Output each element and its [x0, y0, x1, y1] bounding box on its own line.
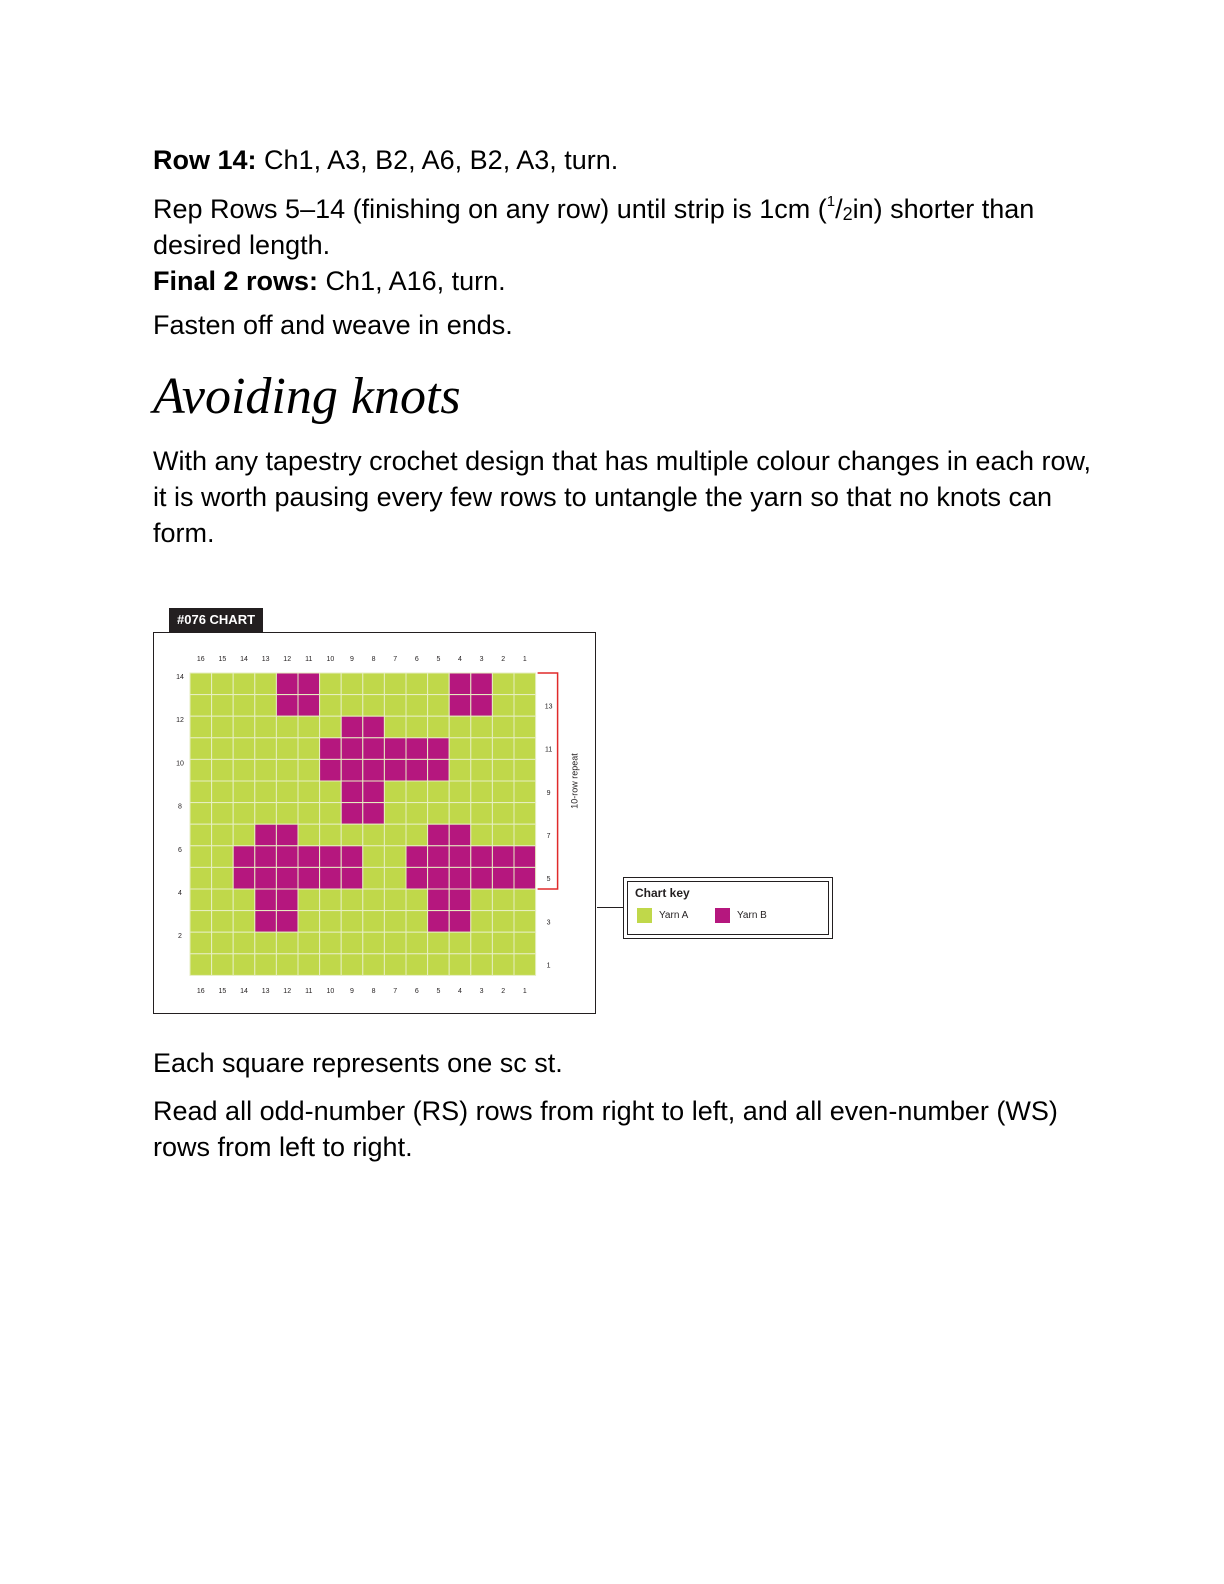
tapestry-chart — [153, 632, 596, 1014]
column-label-top: 13 — [261, 656, 270, 663]
chart-cell-yarn-a — [190, 824, 212, 846]
chart-cell-yarn-a — [298, 738, 320, 760]
column-label-bottom: 16 — [196, 988, 205, 995]
column-label-top: 14 — [240, 656, 248, 663]
chart-cell-yarn-a — [514, 824, 536, 846]
chart-cell-yarn-b — [428, 846, 450, 868]
chart-cell-yarn-b — [341, 867, 363, 889]
chart-cell-yarn-b — [320, 846, 342, 868]
chart-cell-yarn-b — [255, 889, 277, 911]
chart-cell-yarn-b — [363, 803, 385, 825]
chart-cell-yarn-b — [363, 738, 385, 760]
final-rows-instruction — [153, 263, 1093, 299]
chart-cell-yarn-a — [363, 932, 385, 954]
chart-cell-yarn-a — [471, 803, 493, 825]
repeat-text-part1: Rep Rows 5–14 (finishing on any row) until strip is 1cm ( — [153, 194, 827, 224]
repeat-label: 10-row repeat — [569, 753, 580, 809]
chart-cell-yarn-a — [471, 759, 493, 781]
chart-cell-yarn-a — [406, 695, 428, 717]
column-label-bottom: 3 — [479, 988, 484, 995]
chart-cell-yarn-b — [406, 759, 428, 781]
chart-cell-yarn-a — [320, 889, 342, 911]
chart-cell-yarn-a — [212, 867, 234, 889]
column-label-bottom: 9 — [350, 988, 354, 995]
chart-cell-yarn-b — [471, 695, 493, 717]
chart-cell-yarn-a — [514, 738, 536, 760]
chart-cell-yarn-b — [341, 781, 363, 803]
chart-cell-yarn-a — [514, 695, 536, 717]
chart-cell-yarn-a — [492, 781, 514, 803]
chart-cell-yarn-b — [255, 824, 277, 846]
chart-cell-yarn-a — [190, 738, 212, 760]
chart-cell-yarn-a — [514, 932, 536, 954]
column-label-top: 10 — [326, 656, 335, 663]
fasten-off-instruction: Fasten off and weave in ends. — [153, 310, 513, 340]
chart-cell-yarn-b — [428, 889, 450, 911]
chart-cell-yarn-a — [276, 759, 298, 781]
chart-cell-yarn-b — [298, 673, 320, 695]
chart-cell-yarn-a — [212, 889, 234, 911]
chart-cell-yarn-a — [471, 716, 493, 738]
chart-cell-yarn-b — [492, 867, 514, 889]
chart-cell-yarn-b — [514, 867, 536, 889]
chart-cell-yarn-a — [428, 803, 450, 825]
chart-cell-yarn-a — [514, 759, 536, 781]
chart-cell-yarn-a — [492, 824, 514, 846]
chart-cell-yarn-a — [406, 781, 428, 803]
chart-cell-yarn-a — [363, 867, 385, 889]
chart-cell-yarn-b — [471, 673, 493, 695]
chart-cell-yarn-a — [406, 932, 428, 954]
row-label-right: 1 — [546, 962, 551, 970]
repeat-instruction — [153, 191, 1093, 263]
chart-cell-yarn-a — [341, 695, 363, 717]
chart-cell-yarn-a — [233, 932, 255, 954]
chart-cell-yarn-a — [255, 954, 277, 976]
chart-cell-yarn-a — [233, 781, 255, 803]
chart-cell-yarn-a — [212, 695, 234, 717]
chart-cell-yarn-a — [492, 954, 514, 976]
chart-cell-yarn-a — [363, 889, 385, 911]
column-label-top: 1 — [522, 656, 527, 663]
chart-cell-yarn-a — [212, 673, 234, 695]
chart-cell-yarn-a — [255, 781, 277, 803]
chart-cell-yarn-a — [320, 781, 342, 803]
column-label-bottom: 5 — [436, 988, 441, 995]
avoiding-knots-paragraph: With any tapestry crochet design that has multiple colour changes in each row, it is worth pausing every few rows to untangle the yarn so that no knots can form. — [153, 446, 1091, 548]
chart-cell-yarn-a — [492, 911, 514, 933]
column-label-bottom: 11 — [305, 988, 313, 995]
column-label-bottom: 14 — [240, 988, 248, 995]
row-label-left: 14 — [176, 674, 184, 681]
chart-cell-yarn-a — [341, 673, 363, 695]
chart-cell-yarn-b — [449, 867, 471, 889]
chart-cell-yarn-b — [449, 846, 471, 868]
reading-direction-note: Read all odd-number (RS) rows from right to left, and all even-number (WS) rows from left to right. — [153, 1096, 1058, 1162]
chart-cell-yarn-a — [471, 781, 493, 803]
chart-cell-yarn-b — [449, 695, 471, 717]
chart-cell-yarn-a — [212, 954, 234, 976]
chart-cell-yarn-a — [233, 954, 255, 976]
chart-cell-yarn-a — [406, 716, 428, 738]
square-note: Each square represents one sc st. — [153, 1048, 563, 1078]
chart-title-tag: #076 CHART — [169, 608, 263, 632]
chart-cell-yarn-a — [449, 781, 471, 803]
chart-cell-yarn-a — [320, 803, 342, 825]
chart-cell-yarn-a — [514, 716, 536, 738]
row-label-left: 8 — [178, 803, 182, 811]
chart-cell-yarn-b — [276, 911, 298, 933]
chart-cell-yarn-a — [514, 673, 536, 695]
chart-cell-yarn-a — [320, 716, 342, 738]
chart-cell-yarn-b — [276, 889, 298, 911]
chart-cell-yarn-a — [233, 716, 255, 738]
chart-key-title: Chart key — [635, 886, 690, 900]
column-label-top: 11 — [305, 656, 313, 663]
chart-cell-yarn-b — [341, 759, 363, 781]
chart-cell-yarn-b — [298, 695, 320, 717]
chart-cell-yarn-b — [276, 673, 298, 695]
column-label-bottom: 12 — [283, 988, 292, 995]
chart-cell-yarn-a — [212, 716, 234, 738]
chart-cell-yarn-a — [276, 954, 298, 976]
chart-cell-yarn-a — [384, 846, 406, 868]
chart-cell-yarn-b — [363, 759, 385, 781]
column-label-bottom: 1 — [522, 988, 527, 995]
chart-cell-yarn-a — [190, 846, 212, 868]
row-label-left: 6 — [178, 846, 182, 854]
chart-cell-yarn-b — [471, 846, 493, 868]
chart-cell-yarn-a — [276, 781, 298, 803]
chart-cell-yarn-b — [341, 738, 363, 760]
column-label-top: 2 — [501, 656, 506, 663]
chart-cell-yarn-a — [406, 673, 428, 695]
chart-cell-yarn-a — [233, 695, 255, 717]
chart-cell-yarn-b — [428, 759, 450, 781]
row-14-label: Row 14: — [153, 145, 257, 175]
chart-cell-yarn-a — [363, 954, 385, 976]
chart-cell-yarn-a — [471, 911, 493, 933]
chart-cell-yarn-a — [276, 932, 298, 954]
chart-cell-yarn-b — [320, 759, 342, 781]
chart-cell-yarn-b — [320, 738, 342, 760]
chart-cell-yarn-b — [449, 673, 471, 695]
chart-cell-yarn-a — [492, 803, 514, 825]
chart-cell-yarn-b — [428, 738, 450, 760]
fraction-numerator: 1 — [826, 193, 836, 210]
chart-cell-yarn-a — [406, 824, 428, 846]
chart-cell-yarn-a — [212, 824, 234, 846]
chart-cell-yarn-a — [233, 759, 255, 781]
chart-cell-yarn-b — [449, 824, 471, 846]
chart-key — [623, 877, 833, 939]
chart-cell-yarn-a — [298, 716, 320, 738]
chart-cell-yarn-a — [406, 911, 428, 933]
chart-cell-yarn-b — [276, 824, 298, 846]
chart-cell-yarn-a — [363, 673, 385, 695]
chart-cell-yarn-a — [190, 932, 212, 954]
chart-cell-yarn-a — [190, 954, 212, 976]
column-label-bottom: 2 — [501, 988, 506, 995]
column-label-top: 5 — [436, 656, 441, 663]
chart-cell-yarn-a — [492, 759, 514, 781]
row-label-left: 2 — [178, 933, 182, 941]
row-label-right: 5 — [546, 876, 551, 884]
chart-cell-yarn-a — [384, 781, 406, 803]
avoiding-knots-heading: Avoiding knots — [153, 368, 461, 425]
chart-cell-yarn-a — [233, 824, 255, 846]
chart-cell-yarn-b — [255, 867, 277, 889]
chart-cell-yarn-a — [384, 695, 406, 717]
column-label-bottom: 13 — [261, 988, 270, 995]
chart-cell-yarn-a — [471, 889, 493, 911]
chart-cell-yarn-a — [320, 932, 342, 954]
chart-cell-yarn-a — [212, 911, 234, 933]
chart-cell-yarn-b — [255, 911, 277, 933]
chart-cell-yarn-b — [514, 846, 536, 868]
chart-cell-yarn-a — [514, 954, 536, 976]
chart-cell-yarn-a — [341, 889, 363, 911]
legend-item-yarn-a — [637, 908, 688, 923]
column-label-top: 12 — [283, 656, 292, 663]
chart-cell-yarn-a — [341, 932, 363, 954]
chart-cell-yarn-a — [428, 673, 450, 695]
chart-cell-yarn-b — [298, 867, 320, 889]
chart-cell-yarn-b — [471, 867, 493, 889]
chart-cell-yarn-a — [233, 911, 255, 933]
chart-cell-yarn-b — [233, 846, 255, 868]
chart-cell-yarn-a — [471, 954, 493, 976]
column-label-top: 4 — [458, 656, 462, 663]
chart-cell-yarn-b — [363, 781, 385, 803]
chart-cell-yarn-a — [384, 911, 406, 933]
fraction-separator: / — [835, 194, 843, 224]
chart-cell-yarn-a — [190, 695, 212, 717]
chart-cell-yarn-a — [492, 673, 514, 695]
chart-cell-yarn-b — [406, 867, 428, 889]
fraction-denominator: 2 — [842, 204, 853, 224]
yarn-b-swatch — [715, 908, 730, 923]
chart-cell-yarn-a — [298, 911, 320, 933]
yarn-a-swatch — [637, 908, 652, 923]
chart-cell-yarn-a — [190, 781, 212, 803]
chart-cell-yarn-a — [428, 932, 450, 954]
chart-cell-yarn-a — [233, 673, 255, 695]
chart-key-connector — [597, 907, 623, 908]
chart-cell-yarn-b — [449, 911, 471, 933]
chart-cell-yarn-a — [212, 803, 234, 825]
row-label-left: 10 — [176, 760, 184, 768]
column-label-top: 7 — [393, 656, 398, 663]
chart-cell-yarn-a — [298, 824, 320, 846]
chart-cell-yarn-a — [298, 954, 320, 976]
chart-cell-yarn-b — [428, 911, 450, 933]
chart-cell-yarn-b — [298, 846, 320, 868]
row-label-right: 3 — [546, 919, 551, 927]
chart-cell-yarn-a — [320, 673, 342, 695]
chart-cell-yarn-a — [190, 889, 212, 911]
chart-cell-yarn-a — [492, 716, 514, 738]
chart-cell-yarn-a — [471, 932, 493, 954]
column-label-top: 9 — [350, 656, 354, 663]
row-14-text: Ch1, A3, B2, A6, B2, A3, turn. — [256, 145, 619, 175]
chart-cell-yarn-b — [276, 846, 298, 868]
chart-cell-yarn-a — [471, 824, 493, 846]
chart-cell-yarn-a — [449, 932, 471, 954]
row-label-left: 12 — [176, 717, 184, 725]
legend-item-yarn-b — [715, 908, 767, 923]
chart-cell-yarn-a — [298, 932, 320, 954]
chart-cell-yarn-b — [276, 867, 298, 889]
chart-cell-yarn-b — [320, 867, 342, 889]
column-label-bottom: 4 — [458, 988, 462, 995]
chart-cell-yarn-a — [190, 716, 212, 738]
chart-cell-yarn-a — [384, 889, 406, 911]
column-label-bottom: 10 — [326, 988, 335, 995]
chart-cell-yarn-a — [212, 781, 234, 803]
chart-cell-yarn-a — [276, 803, 298, 825]
final-rows-label: Final 2 rows: — [153, 266, 319, 296]
chart-cell-yarn-a — [428, 954, 450, 976]
row-label-left: 4 — [178, 890, 182, 897]
chart-cell-yarn-a — [255, 932, 277, 954]
chart-cell-yarn-a — [384, 716, 406, 738]
legend-label-yarn-a: Yarn A — [659, 910, 689, 921]
chart-cell-yarn-a — [320, 954, 342, 976]
chart-cell-yarn-a — [190, 803, 212, 825]
chart-cell-yarn-b — [384, 738, 406, 760]
chart-cell-yarn-b — [384, 759, 406, 781]
chart-cell-yarn-a — [190, 867, 212, 889]
chart-cell-yarn-a — [363, 824, 385, 846]
chart-cell-yarn-a — [384, 824, 406, 846]
legend-label-yarn-b: Yarn B — [737, 910, 767, 921]
row-label-right: 13 — [544, 703, 553, 711]
final-rows-text: Ch1, A16, turn. — [318, 266, 506, 296]
chart-cell-yarn-a — [255, 738, 277, 760]
chart-cell-yarn-a — [212, 846, 234, 868]
chart-cell-yarn-a — [341, 911, 363, 933]
chart-cell-yarn-a — [212, 738, 234, 760]
chart-cell-yarn-a — [492, 695, 514, 717]
column-label-bottom: 8 — [371, 988, 376, 995]
chart-cell-yarn-a — [298, 759, 320, 781]
chart-cell-yarn-a — [363, 846, 385, 868]
chart-cell-yarn-a — [276, 716, 298, 738]
chart-cell-yarn-a — [320, 824, 342, 846]
chart-cell-yarn-a — [190, 911, 212, 933]
chart-cell-yarn-b — [341, 716, 363, 738]
chart-cell-yarn-a — [341, 824, 363, 846]
chart-cell-yarn-a — [428, 781, 450, 803]
chart-cell-yarn-a — [406, 954, 428, 976]
chart-cell-yarn-a — [384, 803, 406, 825]
chart-cell-yarn-a — [190, 759, 212, 781]
chart-cell-yarn-b — [341, 803, 363, 825]
column-label-bottom: 6 — [414, 988, 419, 995]
chart-cell-yarn-a — [255, 716, 277, 738]
chart-cell-yarn-a — [384, 954, 406, 976]
chart-cell-yarn-a — [406, 803, 428, 825]
chart-cell-yarn-a — [320, 695, 342, 717]
row-label-right: 7 — [546, 833, 551, 840]
chart-cell-yarn-a — [492, 889, 514, 911]
chart-cell-yarn-a — [341, 954, 363, 976]
chart-cell-yarn-b — [363, 716, 385, 738]
chart-cell-yarn-a — [449, 738, 471, 760]
chart-cell-yarn-a — [233, 803, 255, 825]
chart-cell-yarn-a — [233, 738, 255, 760]
chart-cell-yarn-b — [428, 867, 450, 889]
column-label-bottom: 7 — [393, 988, 398, 995]
repeat-text-part2: in) shorter than desired length. — [153, 194, 1035, 260]
chart-cell-yarn-a — [471, 738, 493, 760]
chart-cell-yarn-a — [276, 738, 298, 760]
chart-cell-yarn-b — [276, 695, 298, 717]
chart-cell-yarn-a — [255, 759, 277, 781]
chart-cell-yarn-b — [449, 889, 471, 911]
chart-cell-yarn-a — [320, 911, 342, 933]
chart-cell-yarn-a — [428, 716, 450, 738]
chart-cell-yarn-a — [212, 759, 234, 781]
chart-cell-yarn-a — [298, 803, 320, 825]
chart-cell-yarn-b — [406, 846, 428, 868]
chart-cell-yarn-a — [255, 695, 277, 717]
chart-cell-yarn-a — [514, 781, 536, 803]
chart-cell-yarn-a — [514, 911, 536, 933]
row-label-right: 11 — [544, 746, 553, 754]
chart-cell-yarn-a — [492, 932, 514, 954]
chart-cell-yarn-a — [449, 716, 471, 738]
chart-cell-yarn-a — [428, 695, 450, 717]
chart-cell-yarn-a — [449, 803, 471, 825]
column-label-top: 6 — [414, 656, 419, 663]
column-label-bottom: 15 — [218, 988, 227, 995]
chart-cell-yarn-a — [298, 889, 320, 911]
column-label-top: 8 — [371, 656, 376, 663]
chart-cell-yarn-a — [190, 673, 212, 695]
chart-cell-yarn-a — [212, 932, 234, 954]
chart-cell-yarn-b — [492, 846, 514, 868]
chart-cell-yarn-a — [514, 889, 536, 911]
chart-cell-yarn-a — [255, 673, 277, 695]
chart-cell-yarn-a — [363, 911, 385, 933]
chart-cell-yarn-a — [298, 781, 320, 803]
chart-cell-yarn-a — [233, 889, 255, 911]
chart-cell-yarn-a — [363, 695, 385, 717]
chart-cell-yarn-b — [233, 867, 255, 889]
chart-cell-yarn-a — [384, 932, 406, 954]
chart-cell-yarn-a — [514, 803, 536, 825]
chart-cell-yarn-b — [428, 824, 450, 846]
chart-cell-yarn-a — [384, 673, 406, 695]
column-label-top: 15 — [218, 656, 227, 663]
chart-cell-yarn-a — [449, 954, 471, 976]
chart-cell-yarn-a — [406, 889, 428, 911]
chart-cell-yarn-a — [255, 803, 277, 825]
row-14-instruction — [153, 142, 1093, 178]
column-label-top: 16 — [196, 656, 205, 663]
chart-cell-yarn-b — [341, 846, 363, 868]
column-label-top: 3 — [479, 656, 484, 663]
chart-cell-yarn-b — [255, 846, 277, 868]
chart-cell-yarn-b — [406, 738, 428, 760]
chart-cell-yarn-a — [449, 759, 471, 781]
chart-cell-yarn-a — [492, 738, 514, 760]
chart-cell-yarn-a — [384, 867, 406, 889]
row-label-right: 9 — [546, 789, 551, 797]
